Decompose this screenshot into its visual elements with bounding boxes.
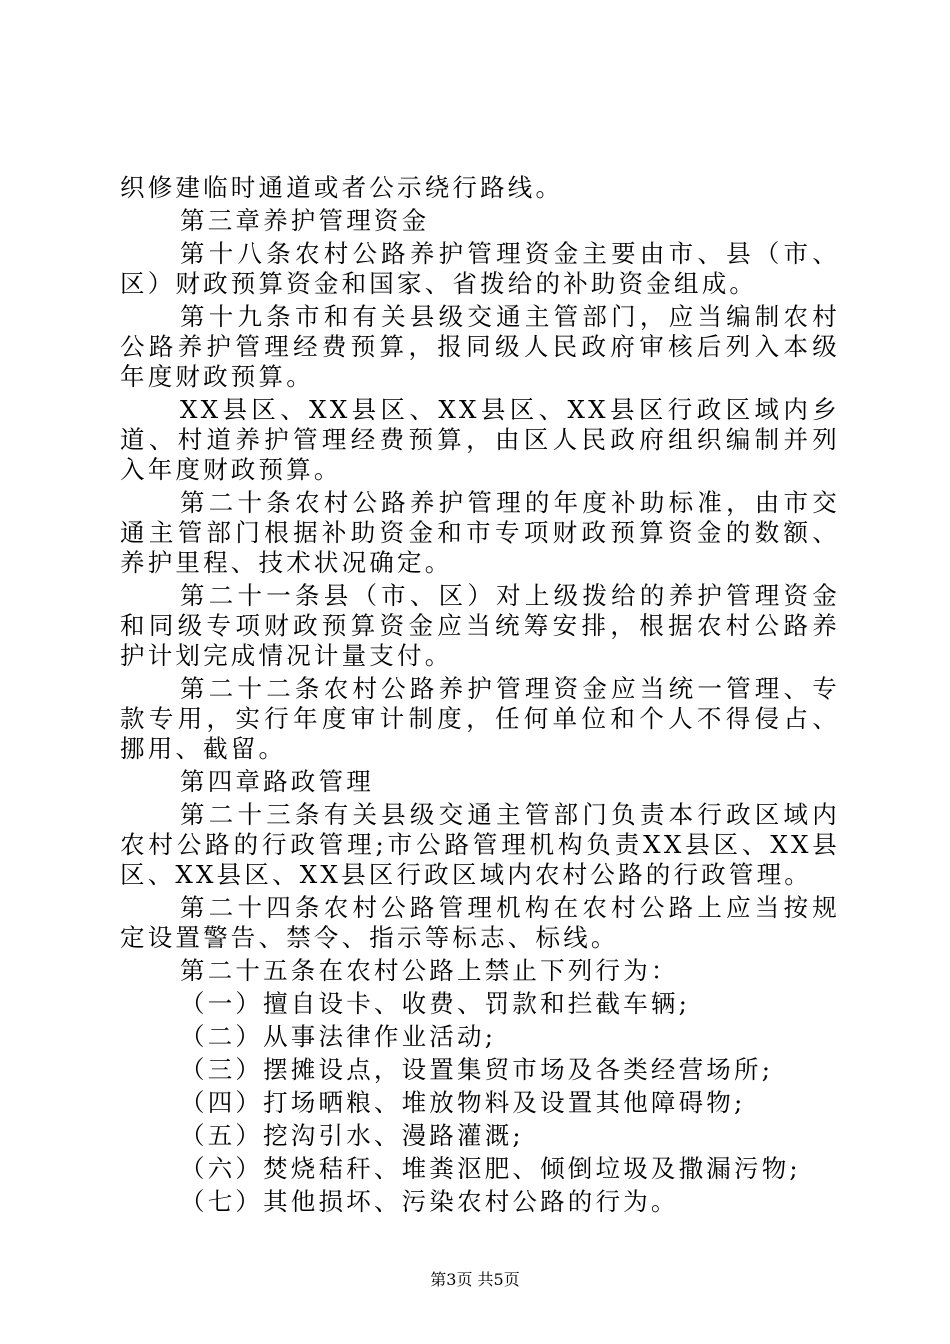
paragraph: XX县区、XX县区、XX县区、XX县区行政区域内乡道、村道养护管理经费预算，由区人民政府组织编制并列入年度财政预算。	[120, 395, 840, 484]
paragraph: 第二十五条在农村公路上禁止下列行为：	[180, 956, 679, 985]
document-body	[120, 173, 840, 1220]
list-item: （二）从事法律作业活动;	[180, 1022, 497, 1051]
paragraph: 第二十四条农村公路管理机构在农村公路上应当按规定设置警告、禁令、指示等标志、标线。	[120, 893, 840, 952]
list-item: （四）打场晒粮、堆放物料及设置其他障碍物;	[180, 1088, 746, 1117]
paragraph: 第二十二条农村公路养护管理资金应当统一管理、专款专用，实行年度审计制度，任何单位和个人不得侵占、挪用、截留。	[120, 674, 840, 763]
list-item: （五）挖沟引水、漫路灌溉;	[180, 1121, 524, 1150]
paragraph: 第二十一条县（市、区）对上级拨给的养护管理资金和同级专项财政预算资金应当统筹安排，根据农村公路养护计划完成情况计量支付。	[120, 581, 840, 670]
list-item: （三）摆摊设点，设置集贸市场及各类经营场所;	[180, 1055, 774, 1084]
paragraph: 第二十条农村公路养护管理的年度补助标准，由市交通主管部门根据补助资金和市专项财政预算资金的数额、养护里程、技术状况确定。	[120, 488, 840, 577]
page-footer	[0, 1270, 950, 1290]
chapter-heading: 第三章养护管理资金	[180, 206, 430, 235]
chapter-heading: 第四章路政管理	[180, 767, 374, 796]
list-item: （六）焚烧秸秆、堆粪沤肥、倾倒垃圾及撒漏污物;	[180, 1154, 801, 1183]
paragraph: 第十九条市和有关县级交通主管部门，应当编制农村公路养护管理经费预算，报同级人民政府审核后列入本级年度财政预算。	[120, 302, 840, 391]
list-item: （七）其他损坏、污染农村公路的行为。	[180, 1187, 679, 1216]
list-item: （一）擅自设卡、收费、罚款和拦截车辆;	[180, 989, 691, 1018]
paragraph: 第二十三条有关县级交通主管部门负责本行政区域内农村公路的行政管理;市公路管理机构负责XX县区、XX县区、XX县区、XX县区行政区域内农村公路的行政管理。	[120, 800, 840, 889]
paragraph: 第十八条农村公路养护管理资金主要由市、县（市、区）财政预算资金和国家、省拨给的补助资金组成。	[120, 239, 840, 298]
paragraph: 织修建临时通道或者公示绕行路线。	[120, 173, 564, 202]
page-number: 第3页 共5页	[430, 1270, 520, 1289]
